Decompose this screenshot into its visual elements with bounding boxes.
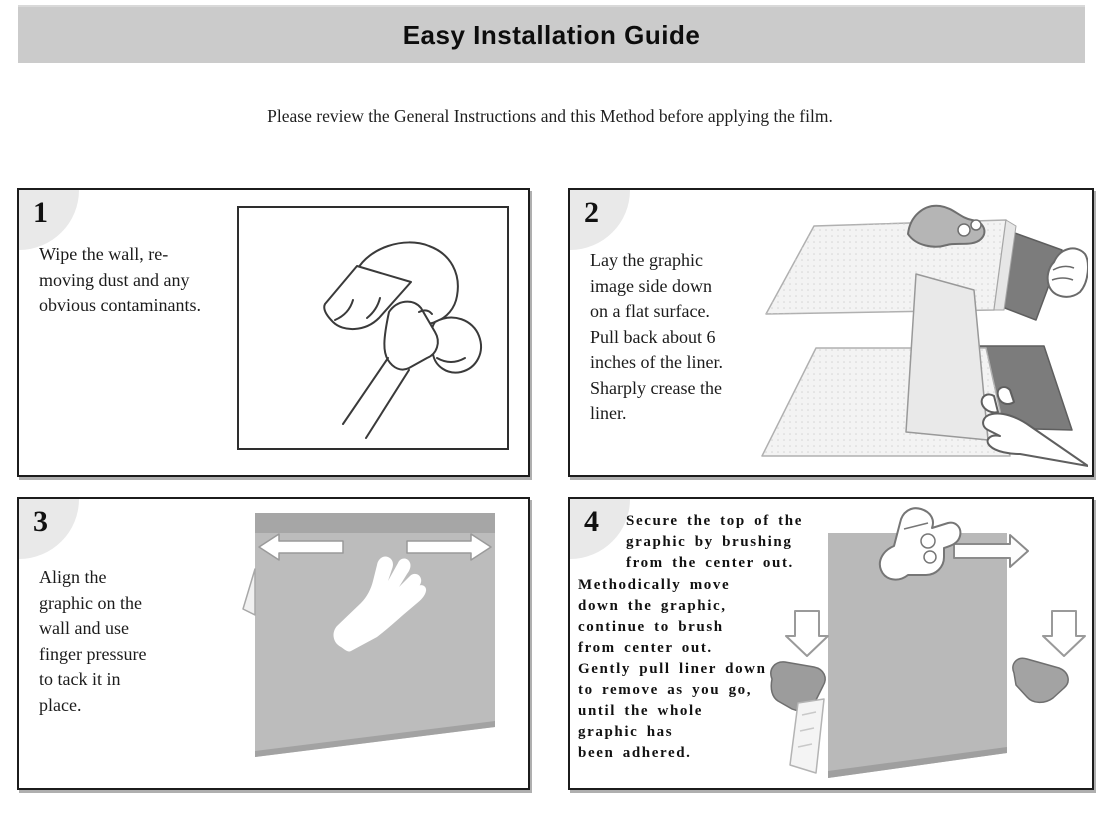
text-line: Methodically move: [578, 577, 731, 593]
text-line: continue to brush: [578, 619, 724, 635]
corner-decoration: [568, 497, 630, 559]
text-line: Lay the graphic: [590, 250, 703, 270]
step-2-panel: [568, 188, 1094, 477]
text-line: inches of the liner.: [590, 352, 723, 373]
text-line: down the graphic,: [578, 598, 727, 614]
corner-decoration: [17, 188, 79, 250]
step-4-panel: [568, 497, 1094, 790]
brush-and-remove-liner-illustration: [758, 503, 1088, 787]
step-2-instructions: [590, 248, 723, 427]
step-4-instructions-main: [578, 575, 767, 764]
text-line: to remove as you go,: [578, 682, 753, 698]
corner-decoration: [17, 497, 79, 559]
text-line: image side down: [590, 275, 712, 296]
text-line: Align the: [39, 567, 107, 587]
step-2-number: 2: [584, 196, 599, 229]
text-line: from center out.: [578, 640, 713, 656]
text-line: been adhered.: [578, 745, 692, 761]
pulling-hand-right-icon: [1013, 658, 1068, 702]
text-line: Sharply crease the: [590, 377, 722, 398]
arrow-down-left-icon: [786, 611, 828, 656]
text-line: on a flat surface.: [590, 301, 710, 322]
step-1-instructions: [39, 242, 201, 319]
text-line: to tack it in: [39, 669, 121, 690]
wipe-illustration-frame: [237, 206, 509, 450]
step-1-panel: [17, 188, 530, 477]
text-line: until the whole: [578, 703, 704, 719]
step-4-number: 4: [584, 505, 599, 538]
intro-note: Please review the General Instructions and this Method before applying the film.: [267, 106, 833, 126]
hand-wiping-cloth-icon: [239, 208, 503, 444]
text-line: graphic by brushing: [626, 534, 793, 550]
step-3-instructions: [39, 565, 146, 718]
text-line: from the center out.: [626, 555, 794, 571]
text-line: Wipe the wall, re-: [39, 244, 169, 264]
text-line: finger pressure: [39, 643, 147, 664]
step-3-number: 3: [33, 505, 48, 538]
text-line: Gently pull liner down: [578, 661, 767, 677]
text-line: moving dust and any: [39, 269, 190, 290]
text-line: graphic has: [578, 724, 674, 740]
text-line: liner.: [590, 403, 627, 424]
step-3-panel: [17, 497, 530, 790]
text-line: Secure the top of the: [626, 513, 803, 529]
liner-peel-illustration: [758, 198, 1088, 470]
align-graphic-illustration: [241, 507, 519, 769]
arrow-down-right-icon: [1043, 611, 1085, 656]
page-title: Easy Installation Guide: [402, 19, 701, 50]
text-line: graphic on the: [39, 592, 142, 613]
text-line: obvious contaminants.: [39, 295, 201, 316]
text-line: Pull back about 6: [590, 326, 716, 347]
corner-decoration: [568, 188, 630, 250]
header-bar: [18, 5, 1085, 63]
step-1-number: 1: [33, 196, 48, 229]
text-line: wall and use: [39, 618, 129, 639]
text-line: place.: [39, 694, 82, 715]
